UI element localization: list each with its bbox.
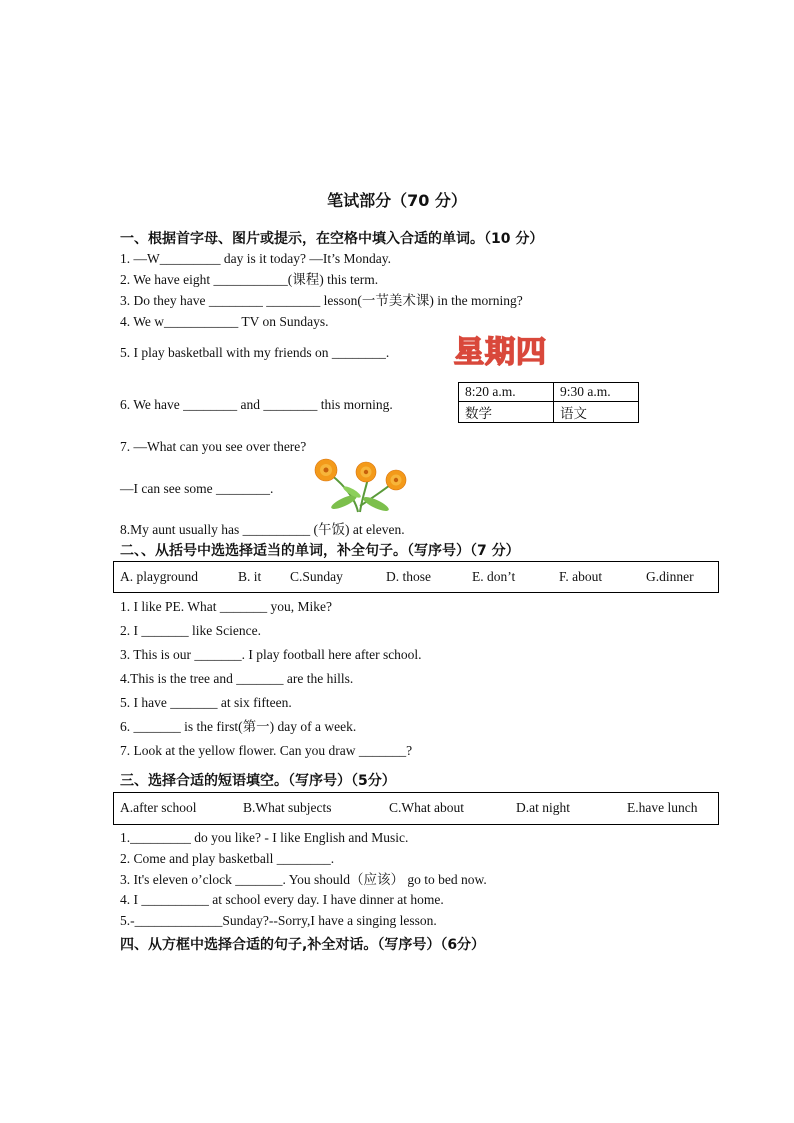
sec3-q5: 5.-_____________Sunday?--Sorry,I have a singing lesson. [120, 913, 437, 928]
sec1-q5: 5. I play basketball with my friends on ________. [120, 345, 390, 360]
schedule-subjects-row [459, 402, 639, 423]
sec1-q4: 4. We w___________ TV on Sundays. [120, 314, 329, 329]
section-3-heading: 三、选择合适的短语填空。（写序号）（5分） [120, 773, 396, 789]
sec2-option-d: D. those [386, 569, 431, 584]
sec3-option-b: B.What subjects [243, 800, 332, 815]
sec3-q2: 2. Come and play basketball ________. [120, 851, 335, 866]
sec3-q4: 4. I __________ at school every day. I have dinner at home. [120, 892, 444, 907]
schedule-table [458, 382, 639, 423]
sec2-q3: 3. This is our _______. I play football here after school. [120, 647, 422, 662]
sec3-option-e: E.have lunch [627, 800, 698, 815]
sec3-option-a: A.after school [120, 800, 197, 815]
thursday-word-text: 星期四 [454, 335, 547, 370]
sec2-q2: 2. I _______ like Science. [120, 623, 261, 638]
sec1-q7b: —I can see some ________. [120, 481, 274, 496]
schedule-time-2: 9:30 a.m. [554, 383, 639, 402]
page-title: 笔试部分（70 分） [327, 191, 467, 210]
sec1-q8: 8.My aunt usually has __________ (午饭) at eleven. [120, 522, 405, 537]
section-4-heading: 四、从方框中选择合适的句子,补全对话。（写序号）（6分） [120, 937, 486, 953]
sec1-q6: 6. We have ________ and ________ this morning. [120, 397, 393, 412]
sec1-q3: 3. Do they have ________ ________ lesson(一节美术课) in the morning? [120, 293, 523, 308]
sec2-q4: 4.This is the tree and _______ are the hills. [120, 671, 354, 686]
sec2-option-g: G.dinner [646, 569, 694, 584]
section-2-heading: 二、、从括号中选选择适当的单词，补全句子。（写序号）（7 分） [120, 543, 520, 559]
sec2-option-a: A. playground [120, 569, 198, 584]
sec3-option-c: C.What about [389, 800, 464, 815]
schedule-subject-1: 数学 [459, 402, 554, 423]
sec3-q3: 3. It's eleven o’clock _______. You should（应该） go to bed now. [120, 872, 487, 887]
sec3-q1: 1._________ do you like? - I like English and Music. [120, 830, 409, 845]
sec2-option-b: B. it [238, 569, 262, 584]
sec2-q5: 5. I have _______ at six fifteen. [120, 695, 292, 710]
sec1-q7a: 7. —What can you see over there? [120, 439, 307, 454]
sec2-q6: 6. _______ is the first(第一) day of a week. [120, 719, 357, 734]
schedule-subject-2: 语文 [554, 402, 639, 423]
thursday-word-image [452, 330, 554, 370]
schedule-time-1: 8:20 a.m. [459, 383, 554, 402]
sec2-option-f: F. about [559, 569, 603, 584]
sec1-q1: 1. —W_________ day is it today? —It’s Monday. [120, 251, 391, 266]
section-1-heading: 一、根据首字母、图片或提示，在空格中填入合适的单词。（10 分） [120, 231, 544, 247]
sec2-options-box [113, 561, 719, 593]
sec2-q7: 7. Look at the yellow flower. Can you draw _______? [120, 743, 413, 758]
sec3-options-box [113, 792, 719, 825]
sec2-option-c: C.Sunday [290, 569, 343, 584]
sec1-q2: 2. We have eight ___________(课程) this term. [120, 272, 379, 287]
schedule-times-row [459, 383, 639, 402]
flower-image [300, 458, 418, 514]
sec2-option-e: E. don’t [472, 569, 516, 584]
sec3-option-d: D.at night [516, 800, 570, 815]
sec2-q1: 1. I like PE. What _______ you, Mike? [120, 599, 332, 614]
